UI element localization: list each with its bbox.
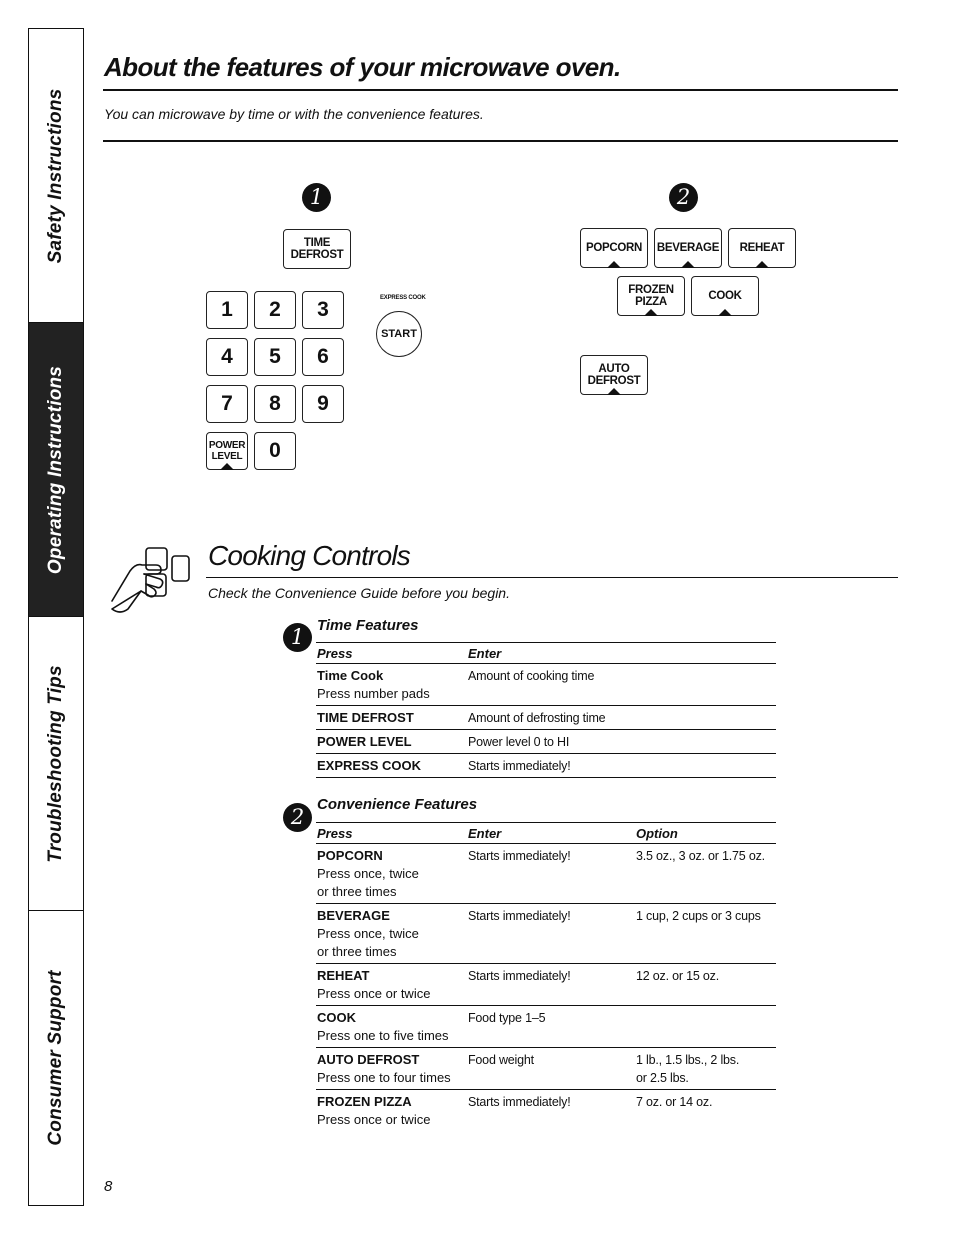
tab-label: Consumer Support: [45, 970, 66, 1146]
cooking-controls-rule: [206, 577, 898, 578]
indicator-triangle: [718, 309, 732, 316]
beverage-key[interactable]: [654, 228, 722, 268]
enter-value: Starts immediately!: [467, 844, 635, 904]
press-key: POPCORN: [317, 848, 383, 863]
press-note: or three times: [317, 884, 397, 899]
key-label: COOK: [708, 290, 742, 302]
table-row: [316, 904, 776, 964]
press-key: BEVERAGE: [317, 908, 390, 923]
hand-pressing-button-icon: [108, 543, 194, 615]
option-value: 7 oz. or 14 oz.: [636, 1095, 713, 1109]
enter-value: Food type 1–5: [467, 1006, 635, 1048]
time-features-marker: 1: [283, 623, 312, 652]
page-number: 8: [104, 1178, 113, 1195]
press-key: FROZEN PIZZA: [317, 1094, 412, 1109]
press-key: AUTO DEFROST: [317, 1052, 420, 1067]
power-level-key[interactable]: [206, 432, 248, 470]
enter-value: Starts immediately!: [467, 754, 776, 778]
enter-value: Amount of cooking time: [467, 664, 776, 706]
tab-label: Troubleshooting Tips: [45, 664, 66, 863]
popcorn-key[interactable]: [580, 228, 648, 268]
key-label: TIME: [303, 237, 331, 249]
marker-1: 1: [302, 183, 331, 212]
title-rule: [103, 89, 898, 91]
key-label: AUTO: [598, 363, 630, 375]
indicator-triangle: [755, 261, 769, 268]
press-key: Time Cook: [317, 668, 384, 683]
press-key: POWER LEVEL: [317, 734, 412, 749]
convenience-features-heading: Convenience Features: [317, 796, 478, 813]
enter-value: Starts immediately!: [467, 964, 635, 1006]
key-label: DEFROST: [290, 249, 344, 261]
press-key: REHEAT: [317, 968, 370, 983]
key-label: FROZEN: [628, 284, 674, 296]
key-label: BEVERAGE: [656, 242, 720, 254]
cooking-controls-subtitle: Check the Convenience Guide before you begin.: [208, 585, 510, 601]
table-row: [316, 964, 776, 1006]
number-key-1[interactable]: 1: [206, 291, 248, 329]
indicator-triangle: [644, 309, 658, 316]
number-key-4[interactable]: 4: [206, 338, 248, 376]
enter-value: Amount of defrosting time: [467, 706, 776, 730]
tab-operating-instructions[interactable]: [29, 323, 83, 617]
subtitle-rule: [103, 140, 898, 142]
key-label: PIZZA: [635, 296, 667, 308]
option-value: [635, 1006, 776, 1048]
option-value: 3.5 oz., 3 oz. or 1.75 oz.: [635, 844, 776, 904]
auto-defrost-key[interactable]: [580, 355, 648, 395]
number-key-5[interactable]: 5: [254, 338, 296, 376]
option-value: 12 oz. or 15 oz.: [635, 964, 776, 1006]
table-row: [316, 754, 776, 778]
press-note: Press one to four times: [317, 1070, 451, 1085]
key-label: LEVEL: [211, 451, 243, 462]
press-note: Press once or twice: [317, 1112, 431, 1127]
time-features-table: [316, 642, 776, 778]
enter-value: Power level 0 to HI: [467, 730, 776, 754]
option-value: 1 lb., 1.5 lbs., 2 lbs.: [636, 1053, 740, 1067]
press-note: Press once, twice: [317, 926, 419, 941]
press-key: EXPRESS COOK: [317, 758, 422, 773]
cook-key[interactable]: [691, 276, 759, 316]
table-row: [316, 730, 776, 754]
time-features-heading: Time Features: [317, 617, 419, 634]
indicator-triangle: [220, 463, 234, 470]
convenience-features-table: [316, 822, 776, 1131]
tab-safety-instructions[interactable]: [29, 29, 83, 323]
column-header: Press: [316, 823, 467, 844]
table-row: [316, 664, 776, 706]
number-key-0[interactable]: 0: [254, 432, 296, 470]
cooking-controls-title: Cooking Controls: [208, 540, 410, 571]
tab-label: Operating Instructions: [45, 365, 66, 574]
start-button[interactable]: START: [376, 311, 422, 357]
key-label: DEFROST: [587, 375, 641, 387]
table-row: [316, 706, 776, 730]
press-key: TIME DEFROST: [317, 710, 414, 725]
number-key-8[interactable]: 8: [254, 385, 296, 423]
express-cook-label: EXPRESS COOK: [380, 295, 426, 301]
reheat-key[interactable]: [728, 228, 796, 268]
indicator-triangle: [681, 261, 695, 268]
convenience-features-marker: 2: [283, 803, 312, 832]
tab-consumer-support[interactable]: [29, 911, 83, 1205]
page-subtitle: You can microwave by time or with the convenience features.: [104, 106, 484, 122]
enter-value: Food weight: [467, 1048, 635, 1090]
option-value: 1 cup, 2 cups or 3 cups: [635, 904, 776, 964]
tab-troubleshooting-tips[interactable]: [29, 617, 83, 911]
marker-2: 2: [669, 183, 698, 212]
frozen-pizza-key[interactable]: [617, 276, 685, 316]
key-label: REHEAT: [739, 242, 785, 254]
number-key-2[interactable]: 2: [254, 291, 296, 329]
number-key-9[interactable]: 9: [302, 385, 344, 423]
column-header: Enter: [467, 823, 635, 844]
press-note: Press once, twice: [317, 866, 419, 881]
number-key-7[interactable]: 7: [206, 385, 248, 423]
key-label: POPCORN: [585, 242, 643, 254]
number-key-6[interactable]: 6: [302, 338, 344, 376]
press-note: Press once or twice: [317, 986, 431, 1001]
column-header: Press: [316, 643, 467, 664]
table-row: [316, 1048, 776, 1090]
number-key-3[interactable]: 3: [302, 291, 344, 329]
column-header: Option: [635, 823, 776, 844]
page-title: About the features of your microwave oven.: [104, 52, 621, 82]
tab-label: Safety Instructions: [45, 88, 66, 263]
indicator-triangle: [607, 388, 621, 395]
table-row: [316, 1090, 776, 1132]
indicator-triangle: [607, 261, 621, 268]
press-note: Press number pads: [317, 686, 430, 701]
press-key: COOK: [317, 1010, 356, 1025]
time-defrost-key[interactable]: [283, 229, 351, 269]
table-row: [316, 844, 776, 904]
press-note: Press one to five times: [317, 1028, 449, 1043]
column-header: Enter: [467, 643, 776, 664]
enter-value: Starts immediately!: [468, 1095, 571, 1109]
table-row: [316, 1006, 776, 1048]
enter-value: Starts immediately!: [467, 904, 635, 964]
side-tabs: [28, 28, 84, 1206]
option-value: or 2.5 lbs.: [636, 1071, 689, 1085]
press-note: or three times: [317, 944, 397, 959]
key-label: POWER: [208, 440, 246, 451]
